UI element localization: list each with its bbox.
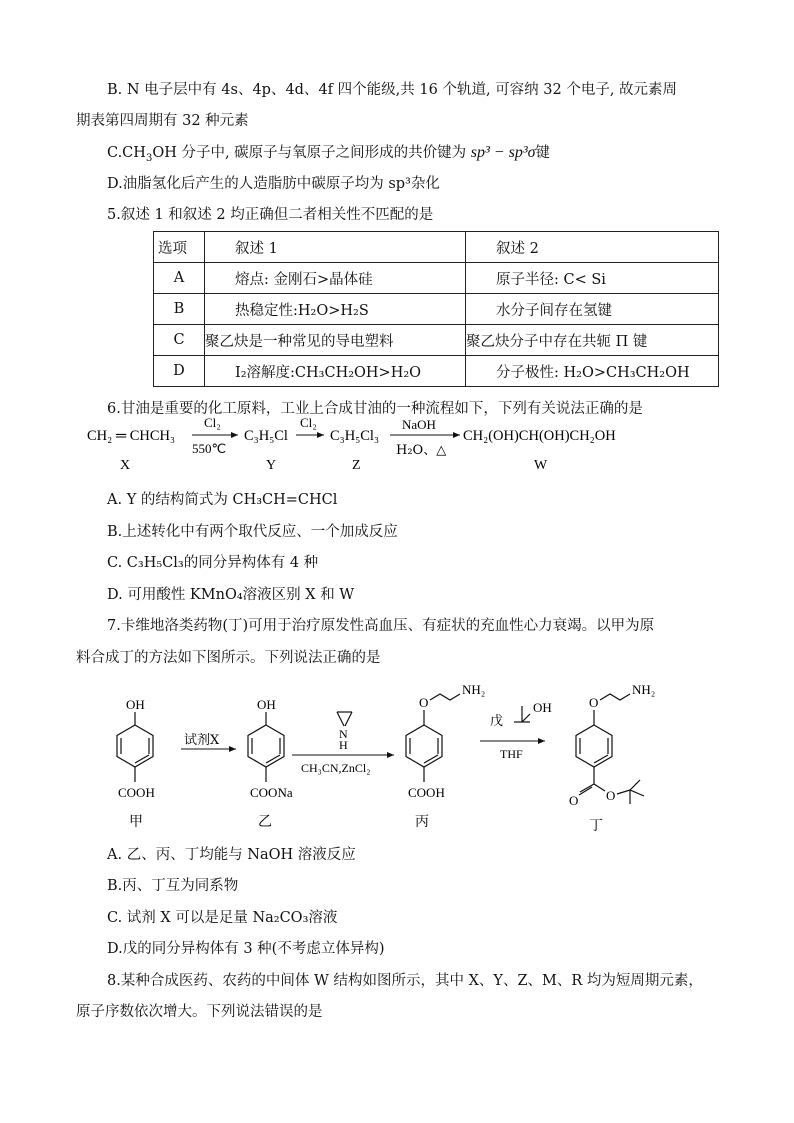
q7-option-a: A. 乙、丙、丁均能与 NaOH 溶液反应: [107, 847, 356, 863]
q7-option-b: B.丙、丁互为同系物: [107, 878, 239, 894]
row-option: B: [154, 294, 205, 325]
q6-option-c: C. C₃H₅Cl₃的同分异构体有 4 种: [107, 555, 319, 571]
hydroxyl-label: OH: [257, 697, 276, 712]
q6-stem: 6.甘油是重要的化工原料，工业上合成甘油的一种流程如下，下列有关说法正确的是: [107, 401, 643, 417]
arrow-head-icon: [538, 738, 545, 744]
q4-option-c-suffix: 键: [535, 145, 551, 161]
ester-oxygen: O: [606, 788, 616, 803]
ether-oxygen: O: [419, 695, 429, 710]
compound-z: C₃H₅Cl₃: [330, 428, 380, 444]
q4-option-c-bond: sp³ − sp³σ: [470, 144, 536, 161]
row-statement-2: 水分子间存在氢键: [466, 294, 719, 325]
q7-option-d: D.戊的同分异构体有 3 种(不考虑立体异构): [107, 941, 385, 957]
row-statement-2: 聚乙炔分子中存在共轭 Π 键: [466, 325, 719, 356]
reagent-cl2: Cl₂: [300, 416, 317, 430]
label-jia: 甲: [129, 814, 143, 830]
label-w: W: [534, 458, 548, 473]
q4-option-b-line1: B. N 电子层中有 4s、4p、4d、4f 四个能级,共 16 个轨道, 可容纳 32 个电子, 故元素周: [107, 82, 678, 98]
row-statement-1: 热稳定性:H₂O>H₂S: [205, 294, 466, 325]
step2-conditions: CH₃CN,ZnCl₂: [301, 761, 371, 775]
reagent-x: 试剂X: [184, 733, 220, 748]
structure-yi: [248, 697, 293, 830]
row-option: A: [154, 263, 205, 294]
arrow-head-icon: [317, 432, 324, 438]
structure-ding: [569, 682, 655, 834]
compound-y: C₃H₅Cl: [244, 428, 288, 444]
structure-bing: [406, 682, 485, 830]
q7-option-c: C. 试剂 X 可以是足量 Na₂CO₃溶液: [107, 910, 338, 926]
solvent-thf: THF: [500, 747, 523, 761]
row-statement-1: I₂溶解度:CH₃CH₂OH>H₂O: [205, 356, 466, 387]
table-row: [154, 263, 719, 294]
label-y: Y: [266, 458, 277, 473]
table-row: [154, 325, 719, 356]
table-row: [154, 294, 719, 325]
structure-jia: [117, 697, 155, 830]
q4-option-b-line2: 期表第四周期有 32 种元素: [76, 113, 249, 129]
carbonyl-oxygen: O: [569, 793, 579, 808]
header-option: 选项: [154, 232, 205, 263]
reagent-cl2: Cl₂: [204, 416, 221, 430]
header-statement-2: 叙述 2: [466, 232, 719, 263]
hydroxyl-label: OH: [126, 697, 145, 712]
q7-stem-line1: 7.卡维地洛类药物(丁)可用于治疗原发性高血压、有症状的充血性心力衰竭。以甲为原: [107, 618, 655, 634]
arrow-head-icon: [387, 752, 394, 758]
row-statement-1: 聚乙炔是一种常见的导电塑料: [205, 325, 466, 356]
row-statement-2: 分子极性: H₂O>CH₃CH₂OH: [466, 356, 719, 387]
nitrogen-label: N: [339, 727, 348, 741]
label-yi: 乙: [258, 814, 272, 830]
hydroxyl-label: OH: [533, 700, 552, 715]
q6-reaction-scheme: [0, 416, 794, 476]
row-statement-2: 原子半径: C< Si: [466, 263, 719, 294]
carboxylate-label: COONa: [250, 785, 293, 800]
carboxyl-label: COOH: [408, 785, 445, 800]
label-x: X: [120, 458, 131, 473]
carboxyl-label: COOH: [118, 785, 155, 800]
ether-oxygen: O: [589, 695, 599, 710]
amine-label: NH₂: [632, 682, 656, 697]
tert-butanol-reagent: [514, 700, 552, 722]
q6-option-a: A. Y 的结构简式为 CH₃CH=CHCl: [107, 492, 338, 508]
condition-water-heat: H₂O、△: [396, 443, 447, 458]
table-row: [154, 356, 719, 387]
arrow-head-icon: [229, 746, 236, 752]
q6-option-b: B.上述转化中有两个取代反应、一个加成反应: [107, 524, 398, 540]
q4-option-d: D.油脂氢化后产生的人造脂肪中碳原子均为 sp³杂化: [107, 176, 440, 192]
q8-stem-line1: 8.某种合成医药、农药的中间体 W 结构如图所示，其中 X、Y、Z、M、R 均为短周期元素，: [107, 973, 703, 989]
compound-w: CH₂(OH)CH(OH)CH₂OH: [463, 428, 616, 444]
reagent-wu: 戊: [490, 714, 504, 729]
arrow-head-icon: [453, 432, 460, 438]
q5-table: [153, 231, 719, 387]
row-statement-1: 熔点: 金刚石>晶体硅: [205, 263, 466, 294]
header-statement-1: 叙述 1: [205, 232, 466, 263]
row-option: C: [154, 325, 205, 356]
label-bing: 丙: [415, 814, 429, 830]
q4-option-c-text: OH 分子中, 碳原子与氧原子之间形成的共价键为: [152, 145, 467, 161]
hydrogen-label: H: [339, 738, 348, 752]
q8-stem-line2: 原子序数依次增大。下列说法错误的是: [76, 1004, 323, 1020]
q5-stem: 5.叙述 1 和叙述 2 均正确但二者相关性不匹配的是: [107, 207, 434, 223]
compound-x: CH₂ ═ CHCH₃: [87, 428, 176, 444]
arrow-head-icon: [231, 432, 238, 438]
table-header-row: [154, 232, 719, 263]
q6-option-d: D. 可用酸性 KMnO₄溶液区别 X 和 W: [107, 587, 355, 603]
amine-label: NH₂: [462, 682, 486, 697]
q4-option-c-prefix: C.CH: [107, 145, 146, 161]
q4-option-c: $C.CH_3OH$ 分子中, 碳原子与氧原子之间形成的共价键为 sp³ − sp³σ键: [107, 144, 551, 164]
condition-temperature: 550℃: [192, 441, 227, 456]
row-option: D: [154, 356, 205, 387]
q7-stem-line2: 料合成丁的方法如下图所示。下列说法正确的是: [76, 650, 381, 666]
aziridine-reagent: [337, 712, 352, 752]
label-z: Z: [352, 458, 361, 473]
label-ding: 丁: [589, 818, 603, 834]
q7-synthesis-scheme: [0, 678, 794, 838]
reagent-naoh: NaOH: [402, 417, 436, 432]
